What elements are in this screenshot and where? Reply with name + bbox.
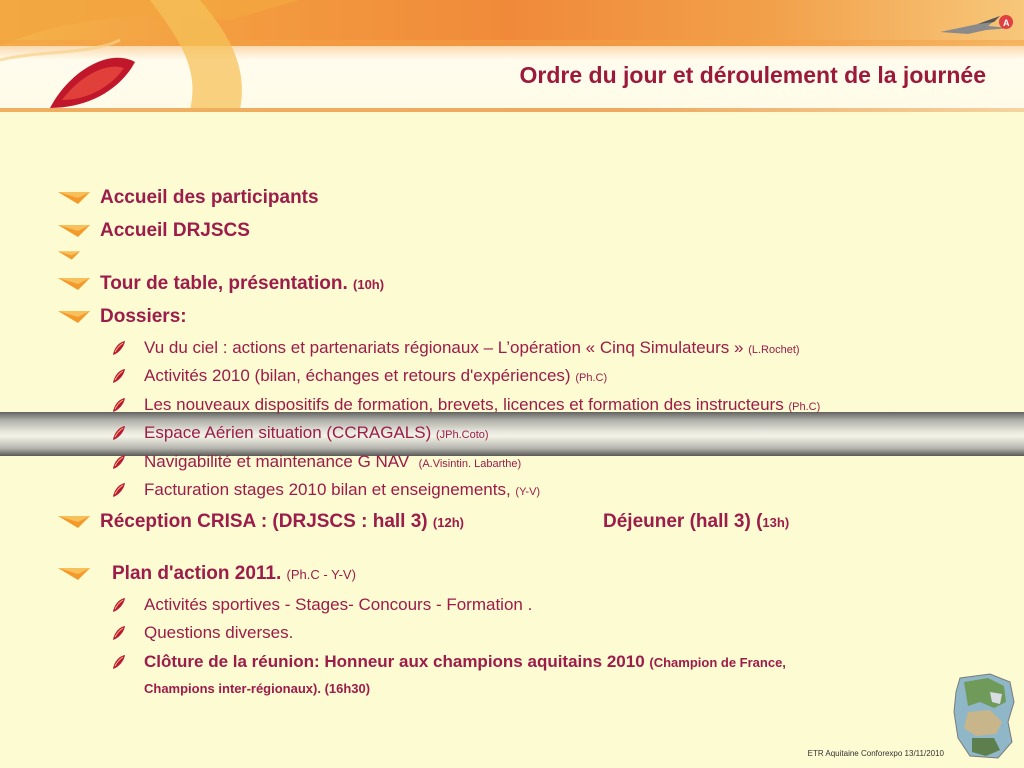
item-dejeuner-time: 13h) bbox=[762, 515, 790, 530]
sub-activites-label: Activités 2010 (bilan, échanges et retours d'expériences) bbox=[144, 366, 571, 385]
item-dossiers: Dossiers: bbox=[100, 306, 187, 327]
aquitaine-map-image bbox=[950, 672, 1016, 760]
svg-text:A: A bbox=[1003, 18, 1010, 28]
item-plan bbox=[112, 563, 356, 585]
sub-dispositifs-label: Les nouveaux dispositifs de formation, brevets, licences et formation des instructeurs bbox=[144, 395, 784, 414]
item-reception-label: Réception CRISA : (DRJSCS : hall 3) bbox=[100, 511, 428, 532]
item-dejeuner-label: Déjeuner (hall 3) ( bbox=[603, 511, 763, 532]
arrow-bullet-icon bbox=[58, 514, 90, 530]
arrow-bullet-icon bbox=[58, 190, 90, 206]
feather-bullet-icon bbox=[112, 368, 126, 384]
feather-bullet-icon bbox=[112, 340, 126, 356]
sub-vu-ciel-label: Vu du ciel : actions et partenariats régionaux – L’opération « Cinq Simulateurs » bbox=[144, 338, 744, 357]
arrow-bullet-icon bbox=[58, 309, 90, 325]
item-plan-label: Plan d'action 2011. bbox=[112, 563, 282, 584]
sub-espace-note: (JPh.Coto) bbox=[435, 429, 489, 441]
glider-logo-icon bbox=[938, 10, 1018, 38]
feather-bullet-icon bbox=[112, 454, 126, 470]
sub-facturation bbox=[144, 480, 540, 500]
sub-cloture-note2: Champions inter-régionaux). (16h30) bbox=[144, 681, 371, 696]
item-plan-note: (Ph.C - Y-V) bbox=[286, 567, 356, 582]
feather-bullet-icon bbox=[112, 597, 126, 613]
item-tour-time: (10h) bbox=[353, 277, 385, 292]
feather-bullet-icon bbox=[112, 625, 126, 641]
item-tour bbox=[100, 273, 384, 295]
sub-facturation-label: Facturation stages 2010 bilan et enseignements, bbox=[144, 480, 511, 499]
arrow-bullet-icon bbox=[58, 249, 80, 262]
sub-vu-ciel bbox=[144, 338, 800, 358]
item-reception bbox=[100, 511, 464, 533]
sub-activites bbox=[144, 366, 607, 386]
sub-navig bbox=[144, 452, 521, 472]
item-accueil: Accueil des participants bbox=[100, 187, 319, 208]
page-title: Ordre du jour et déroulement de la journée bbox=[519, 62, 986, 88]
sub-espace-label: Espace Aérien situation (CCRAGALS) bbox=[144, 423, 432, 442]
item-tour-label: Tour de table, présentation. bbox=[100, 273, 348, 294]
sub-vu-ciel-note: (L.Rochet) bbox=[748, 344, 800, 356]
sub-dispositifs-note: (Ph.C) bbox=[788, 401, 821, 413]
sub-espace bbox=[144, 423, 489, 443]
sub-dispositifs bbox=[144, 395, 820, 415]
item-drjscs-label: Accueil DRJSCS bbox=[100, 220, 250, 241]
item-reception-time: (12h) bbox=[432, 515, 464, 530]
sub-cloture bbox=[144, 652, 786, 672]
sub-cloture-note1: (Champion de France, bbox=[649, 655, 786, 670]
decorative-swoosh bbox=[0, 0, 320, 112]
sub-navig-label: Navigabilité et maintenance G NAV bbox=[144, 452, 410, 471]
header bbox=[0, 0, 1024, 110]
item-drjscs bbox=[100, 220, 250, 242]
feather-bullet-icon bbox=[112, 482, 126, 498]
sub-facturation-note: (Y-V) bbox=[515, 486, 541, 498]
item-dejeuner bbox=[603, 511, 789, 533]
feather-bullet-icon bbox=[112, 654, 126, 670]
footer-text: ETR Aquitaine Conforexpo 13/11/2010 bbox=[807, 749, 944, 758]
feather-bullet-icon bbox=[112, 425, 126, 441]
sub-navig-note: (A.Visintin. Labarthe) bbox=[418, 458, 522, 470]
arrow-bullet-icon bbox=[58, 223, 90, 239]
feather-bullet-icon bbox=[112, 397, 126, 413]
sub-questions: Questions diverses. bbox=[144, 623, 294, 642]
arrow-bullet-icon bbox=[58, 566, 90, 582]
sub-cloture-label: Clôture de la réunion: Honneur aux champions aquitains 2010 bbox=[144, 652, 645, 671]
header-rule bbox=[0, 108, 1024, 112]
arrow-bullet-icon bbox=[58, 276, 90, 292]
sub-sportives: Activités sportives - Stages- Concours - Formation . bbox=[144, 595, 533, 614]
sub-activites-note: (Ph.C) bbox=[575, 372, 608, 384]
